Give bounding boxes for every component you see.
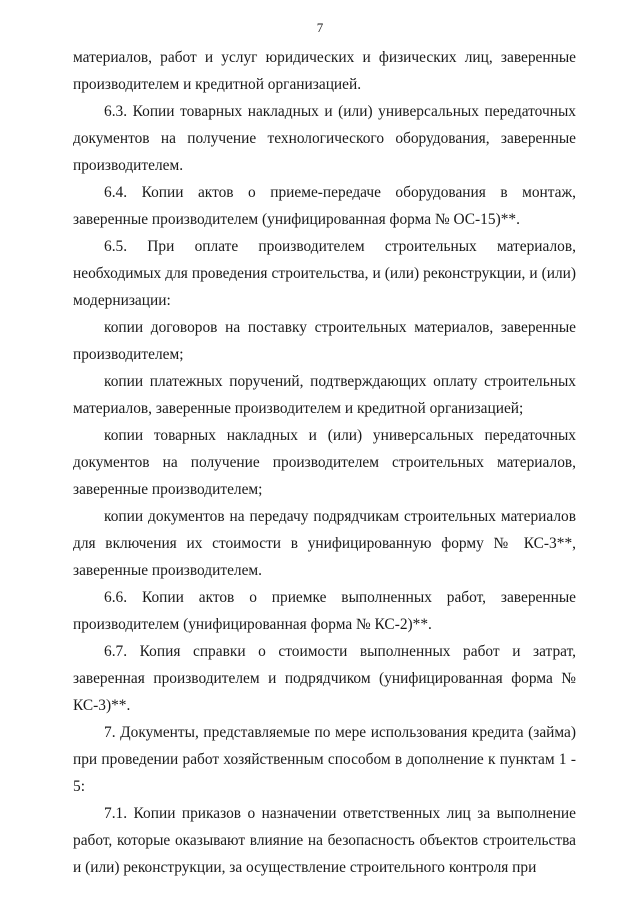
paragraph-6-5-payments: копии платежных поручений, подтверждающих оплату строительных материалов, заверенные производителем и кредитной организацией; xyxy=(73,373,576,417)
document-body xyxy=(73,44,576,881)
paragraph-6-5: 6.5. При оплате производителем строительных материалов, необходимых для проведения строительства, и (или) реконструкции, и (или) модернизации: xyxy=(73,238,576,309)
paragraph-7: 7. Документы, представляемые по мере использования кредита (займа) при проведении работ хозяйственным способом в дополнение к пунктам 1 - 5: xyxy=(73,724,576,795)
page-number: 7 xyxy=(316,20,324,35)
paragraph-6-4: 6.4. Копии актов о приеме-передаче оборудования в монтаж, заверенные производителем (унифицированная форма № ОС-15)**. xyxy=(73,184,576,228)
paragraph-6-7: 6.7. Копия справки о стоимости выполненных работ и затрат, заверенная производителем и подрядчиком (унифицированная форма № КС-3)**. xyxy=(73,643,576,714)
paragraph-6-5-invoices: копии товарных накладных и (или) универсальных передаточных документов на получение производителем строительных материалов, заверенные производителем; xyxy=(73,427,576,498)
paragraph-continuation: материалов, работ и услуг юридических и физических лиц, заверенные производителем и кредитной организацией. xyxy=(73,49,576,93)
paragraph-6-6: 6.6. Копии актов о приемке выполненных работ, заверенные производителем (унифицированная форма № КС-2)**. xyxy=(73,589,576,633)
paragraph-6-5-transfer: копии документов на передачу подрядчикам строительных материалов для включения их стоимости в унифицированную форму № КС-3**, заверенные производителем. xyxy=(73,508,576,579)
paragraph-6-5-contracts: копии договоров на поставку строительных материалов, заверенные производителем; xyxy=(73,319,576,363)
paragraph-7-1: 7.1. Копии приказов о назначении ответственных лиц за выполнение работ, которые оказывают влияние на безопасность объектов строительства и (или) реконструкции, за осуществление строительного контроля при xyxy=(73,805,576,876)
paragraph-6-3: 6.3. Копии товарных накладных и (или) универсальных передаточных документов на получение технологического оборудования, заверенные производителем. xyxy=(73,103,576,174)
